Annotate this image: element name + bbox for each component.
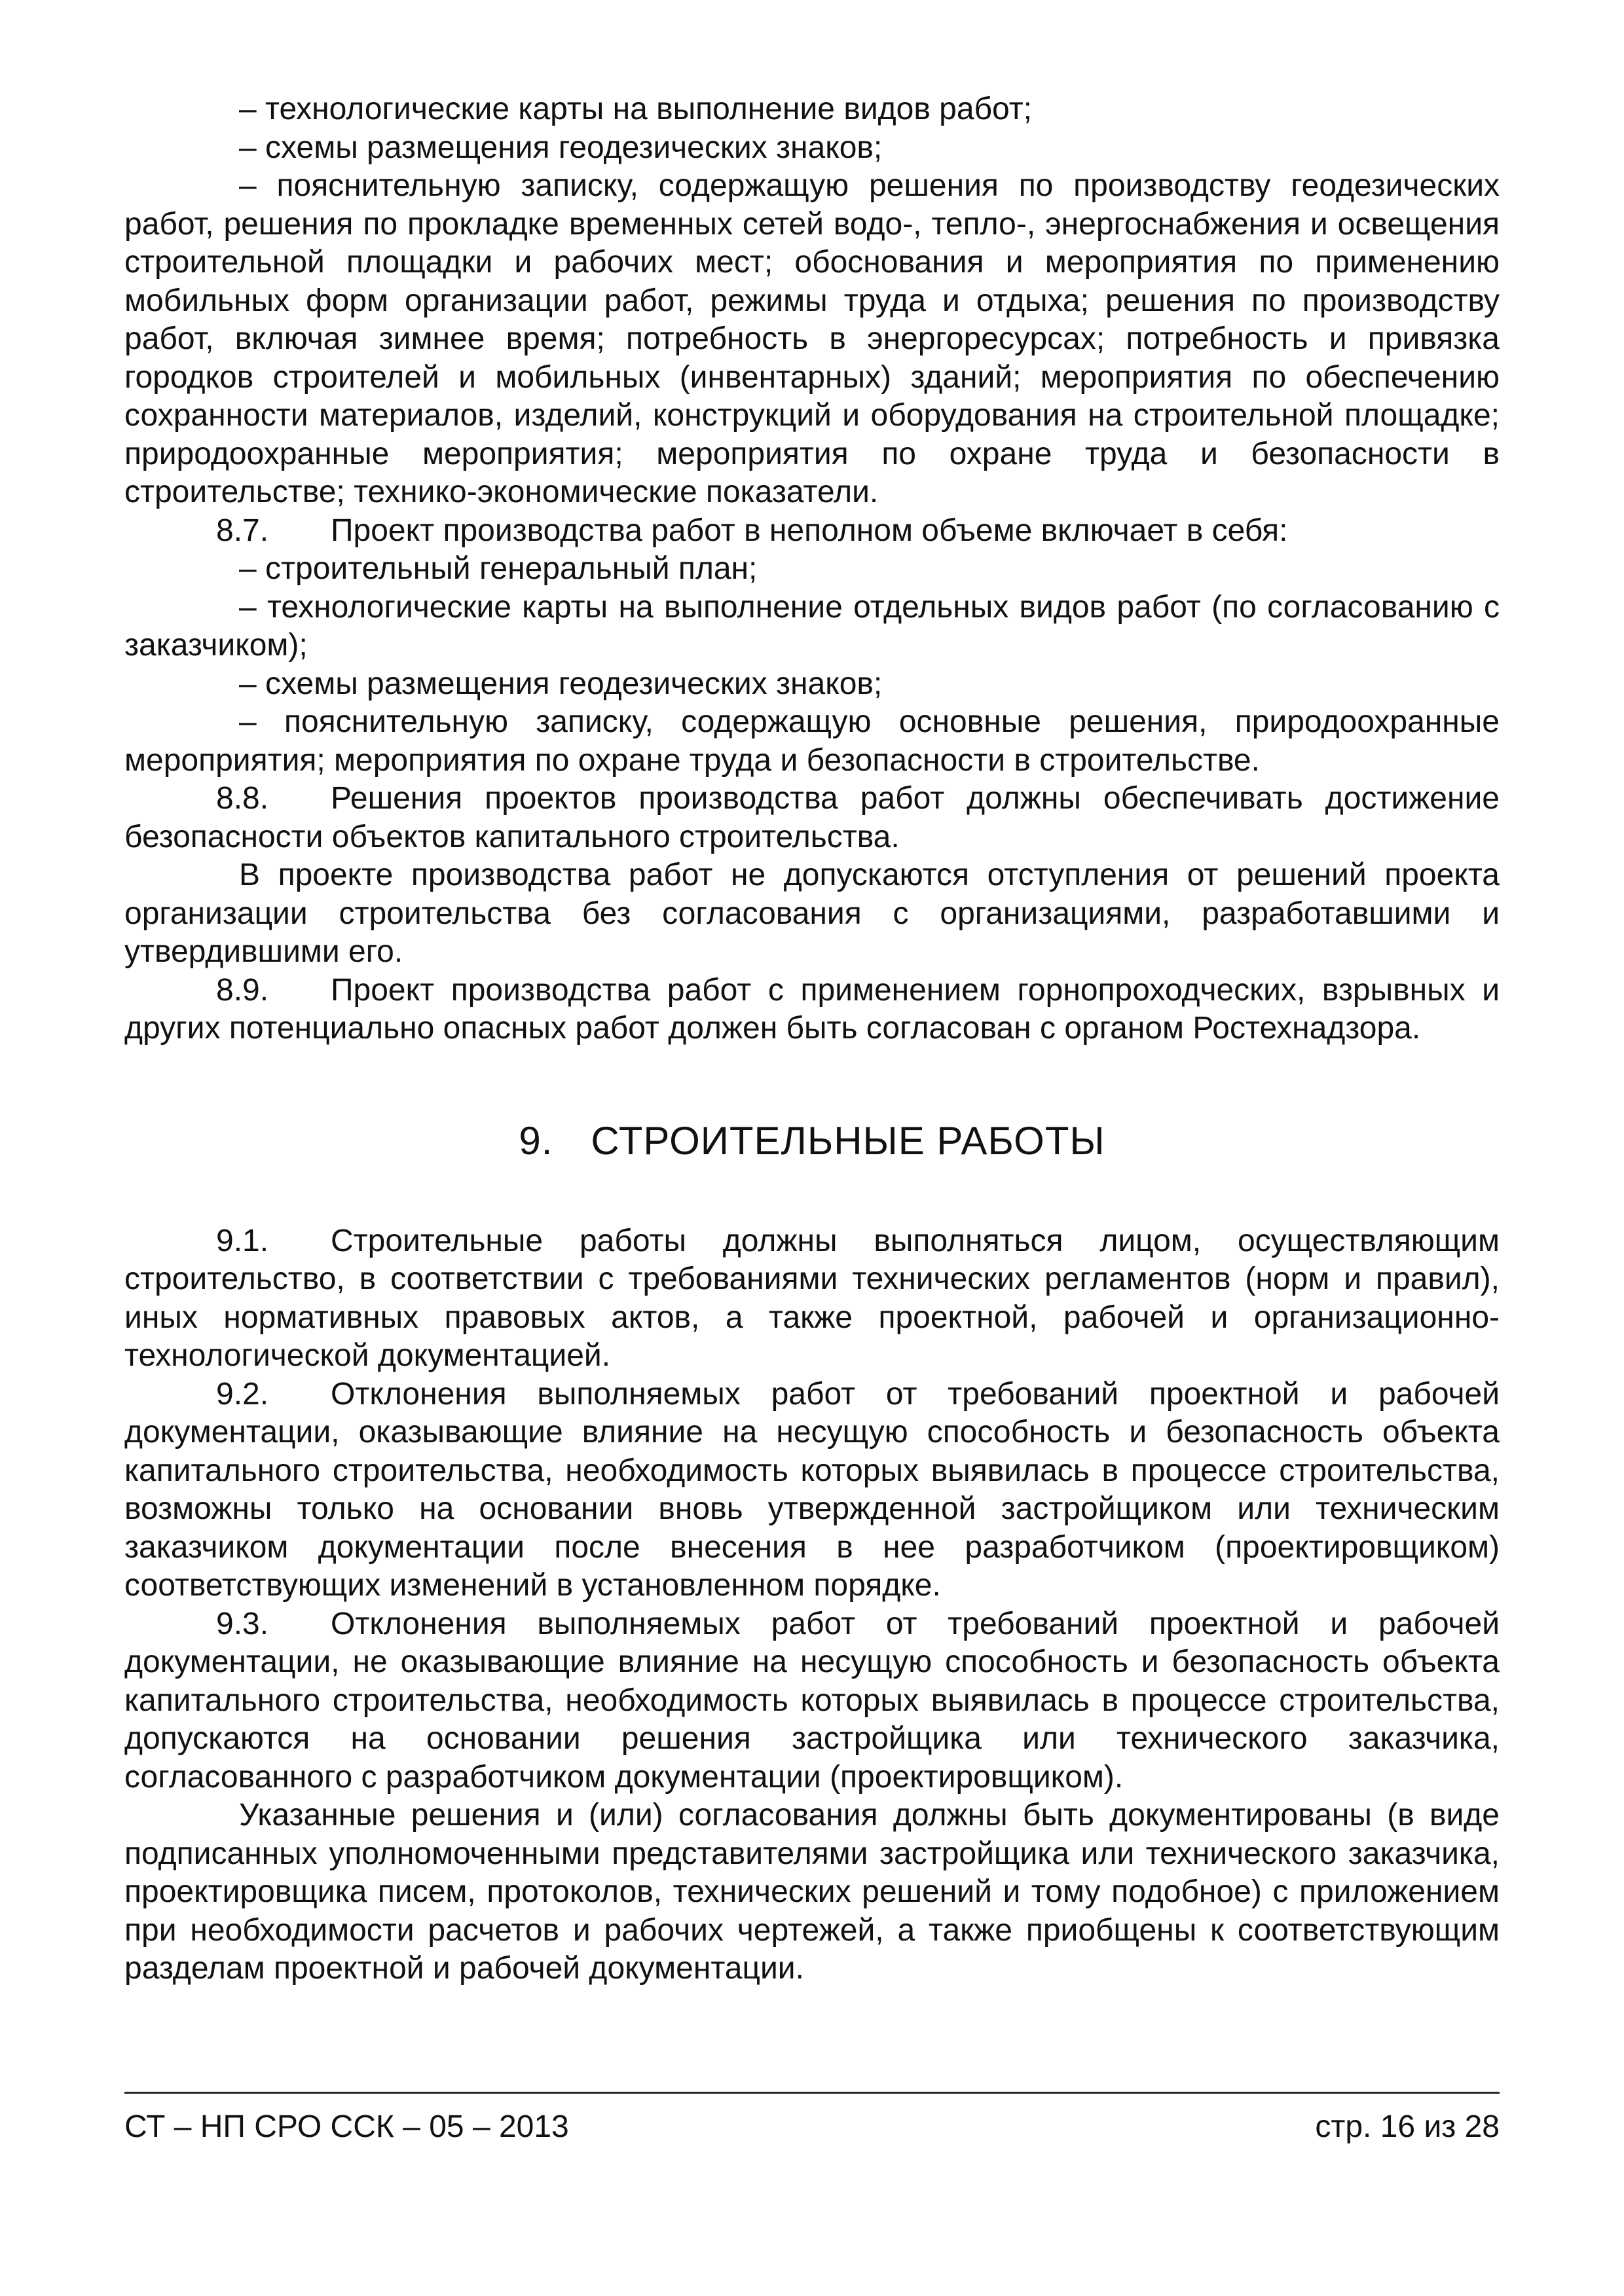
section-heading — [124, 1118, 1500, 1165]
list-item: – пояснительную записку, содержащую основные решения, природоохранные мероприятия; мероприятия по охране труда и безопасности в строительстве. — [124, 704, 1500, 778]
clause-9-1 — [124, 1222, 1500, 1376]
paragraph: Указанные решения и (или) согласования должны быть документированы (в виде подписанных уполномоченными представителями застройщика или технического заказчика, проектировщика писем, протоколов, технических решений и тому подобное) с приложением при необходимости расчетов и рабочих чертежей, а также приобщены к соответствующим разделам проектной и рабочей документации. — [124, 1798, 1500, 1986]
clause-text: Проект производства работ в неполном объеме включает в себя: — [331, 513, 1288, 548]
clause-9-2 — [124, 1376, 1500, 1605]
clause-8-8 — [124, 780, 1500, 856]
section-number: 9. — [519, 1118, 553, 1163]
clause-8-9 — [124, 972, 1500, 1048]
document-code: СТ – НП СРО ССК – 05 – 2013 — [124, 2109, 569, 2144]
clause-number: 8.9. — [216, 972, 269, 1008]
document-page — [124, 90, 1500, 1988]
clause-9-3 — [124, 1605, 1500, 1797]
clause-text: Проект производства работ с применением горнопроходческих, взрывных и других потенциально опасных работ должен быть согласован с органом Ростехнадзора. — [124, 972, 1500, 1046]
page-number: стр. 16 из 28 — [1315, 2109, 1500, 2144]
clause-text: Отклонения выполняемых работ от требований проектной и рабочей документации, не оказывающие влияние на несущую способность и безопасность объекта капитального строительства, необходимость которых выявилась в процессе строительства, допускаются на основании решения застройщика или технического заказчика, согласованного с разработчиком документации (проектировщиком). — [124, 1606, 1500, 1795]
clause-number: 9.2. — [216, 1376, 269, 1412]
list-item: – технологические карты на выполнение отдельных видов работ (по согласованию с заказчиком); — [124, 589, 1500, 663]
paragraph: В проекте производства работ не допускаются отступления от решений проекта организации строительства без согласования с организациями, разработавшими и утвердившими его. — [124, 858, 1500, 969]
clause-text: Отклонения выполняемых работ от требований проектной и рабочей документации, оказывающие влияние на несущую способность и безопасность объекта капитального строительства, необходимость которых выявилась в процессе строительства, возможны только на основании вновь утвержденной застройщиком или техническим заказчиком документации после внесения в нее разработчиком (проектировщиком) соответствующих изменений в установленном порядке. — [124, 1376, 1500, 1603]
list-item: – схемы размещения геодезических знаков; — [239, 666, 883, 701]
paragraph: – пояснительную записку, содержащую решения по производству геодезических работ, решения по прокладке временных сетей водо-, тепло-, энергоснабжения и освещения строительной площадки и рабочих мест; обоснования и мероприятия по применению мобильных форм организации работ, режимы труда и отдыха; решения по производству работ, включая зимнее время; потребность в энергоресурсах; потребность и привязка городков строителей и мобильных (инвентарных) зданий; мероприятия по обеспечению сохранности материалов, изделий, конструкций и оборудования на строительной площадке; природоохранные мероприятия; мероприятия по охране труда и безопасности в строительстве; технико-экономические показатели. — [124, 168, 1500, 509]
clause-number: 8.8. — [216, 781, 269, 816]
clause-number: 8.7. — [216, 513, 269, 548]
clause-number: 9.3. — [216, 1606, 269, 1641]
list-item: – технологические карты на выполнение видов работ; — [239, 92, 1033, 126]
section-title: СТРОИТЕЛЬНЫЕ РАБОТЫ — [591, 1118, 1105, 1163]
clause-text: Строительные работы должны выполняться лицом, осуществляющим строительство, в соответствии с требованиями технических регламентов (норм и правил), иных нормативных правовых актов, а также проектной, рабочей и организационно-технологической документацией. — [124, 1223, 1500, 1373]
list-item: – строительный генеральный план; — [239, 551, 758, 586]
list-item: – схемы размещения геодезических знаков; — [239, 130, 883, 165]
clause-8-7 — [124, 512, 1500, 551]
page-footer — [124, 2092, 1500, 2146]
clause-text: Решения проектов производства работ должны обеспечивать достижение безопасности объектов капитального строительства. — [124, 781, 1500, 854]
clause-number: 9.1. — [216, 1223, 269, 1258]
